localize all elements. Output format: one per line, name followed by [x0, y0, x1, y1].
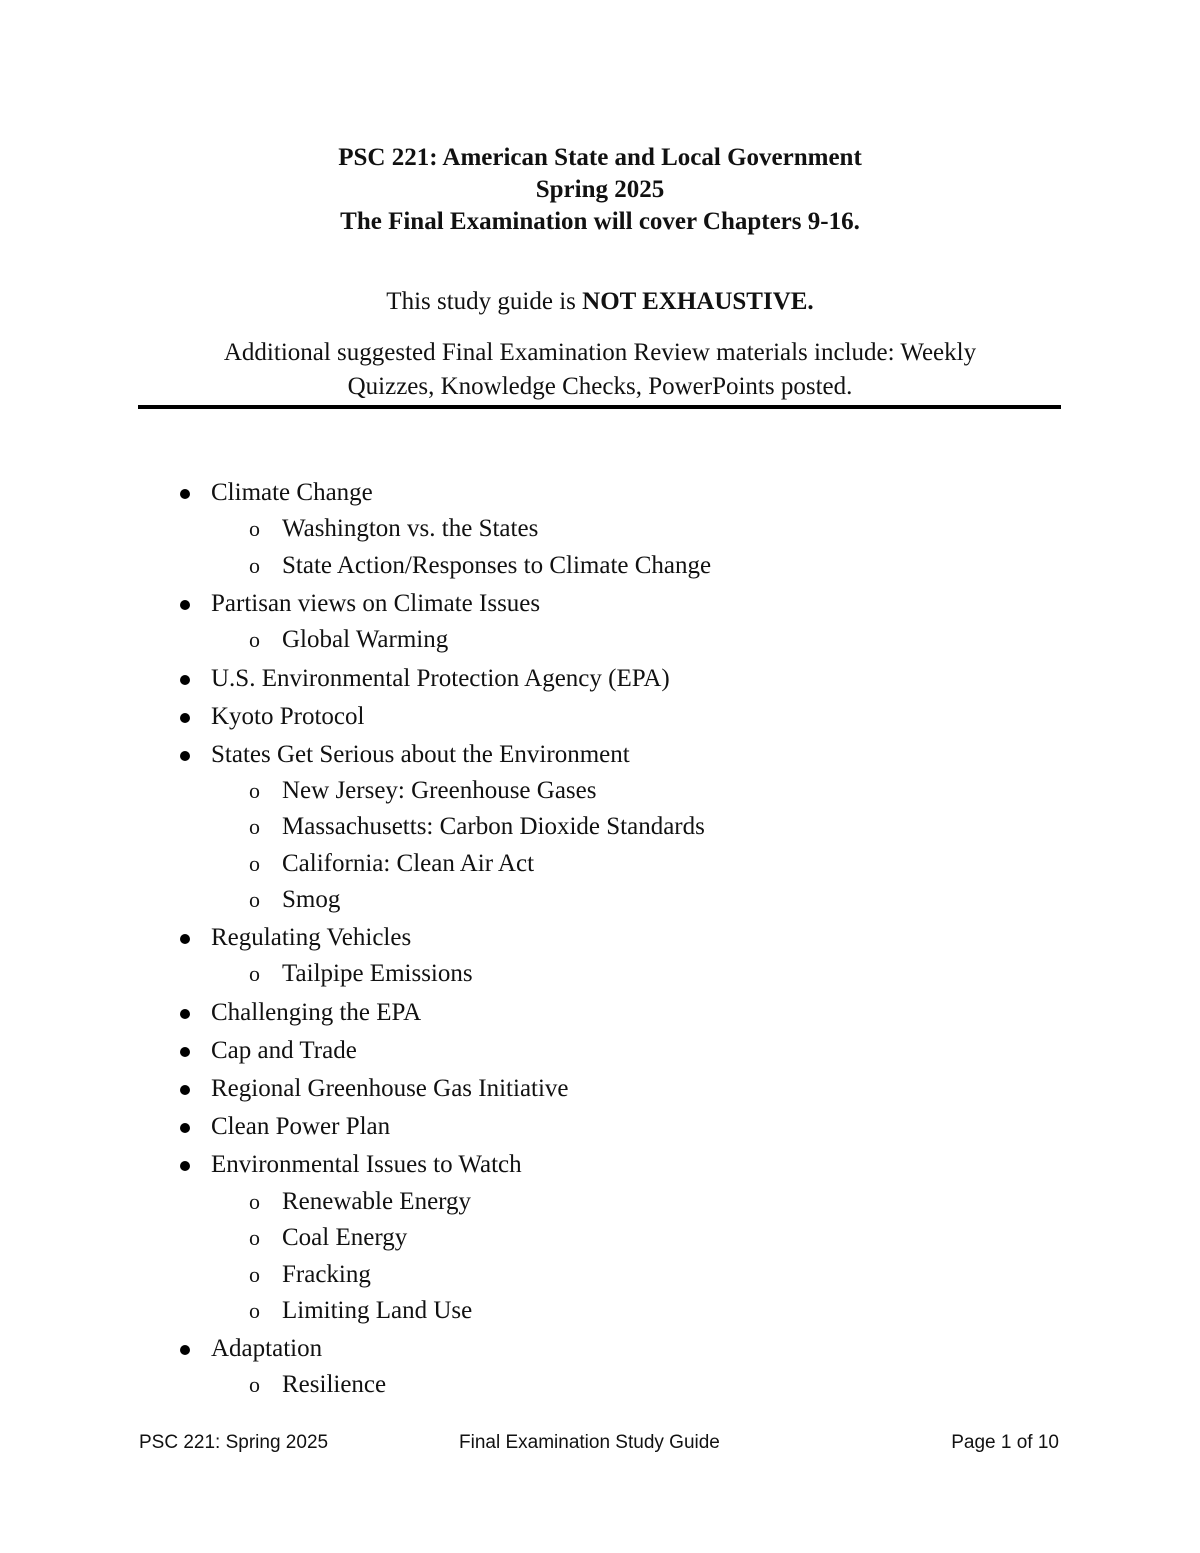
bullet-icon	[180, 489, 190, 499]
outline-subitem	[249, 1186, 472, 1218]
outline-item-text: State Action/Responses to Climate Change	[282, 552, 712, 579]
outline-item	[211, 1149, 522, 1181]
header-divider	[138, 405, 1061, 409]
outline-item	[211, 663, 670, 695]
outline-item	[211, 1111, 390, 1143]
outline-item-text: Limiting Land Use	[282, 1297, 473, 1324]
outline-subitem	[249, 848, 535, 880]
outline-subitem	[249, 550, 712, 582]
outline-item-text: Washington vs. the States	[282, 515, 539, 542]
term-line: Spring 2025	[535, 176, 665, 203]
sub-bullet-marker: o	[249, 516, 260, 541]
outline-item-text: Fracking	[282, 1261, 371, 1288]
outline-item-text: Renewable Energy	[282, 1188, 472, 1215]
outline-subitem	[249, 775, 597, 807]
additional-line-2: Quizzes, Knowledge Checks, PowerPoints posted.	[347, 373, 853, 400]
outline-item	[211, 477, 373, 509]
bullet-icon	[180, 934, 190, 944]
sub-bullet-marker: o	[249, 1189, 260, 1214]
bullet-icon	[180, 751, 190, 761]
additional-line-1: Additional suggested Final Examination Review materials include: Weekly	[223, 339, 977, 366]
outline-subitem	[249, 958, 473, 990]
bullet-icon	[180, 600, 190, 610]
additional-materials	[0, 336, 1200, 404]
outline-item	[211, 739, 630, 771]
outline-item-text: U.S. Environmental Protection Agency (EPA)	[211, 665, 670, 692]
coverage-line: The Final Examination will cover Chapters 9-16.	[340, 208, 860, 235]
bullet-icon	[180, 1009, 190, 1019]
document-header	[0, 142, 1200, 238]
sub-bullet-marker: o	[249, 1262, 260, 1287]
outline-item	[211, 1333, 322, 1365]
outline-item-text: New Jersey: Greenhouse Gases	[282, 777, 597, 804]
sub-bullet-marker: o	[249, 851, 260, 876]
outline-item	[211, 1073, 569, 1105]
bullet-icon	[180, 1047, 190, 1057]
outline-item-text: Smog	[282, 886, 341, 913]
sub-bullet-marker: o	[249, 778, 260, 803]
outline-item-text: Massachusetts: Carbon Dioxide Standards	[282, 813, 705, 840]
disclaimer-emphasis: NOT EXHAUSTIVE.	[582, 288, 814, 315]
bullet-icon	[180, 1085, 190, 1095]
outline-item	[211, 922, 411, 954]
outline-item-text: Environmental Issues to Watch	[211, 1151, 522, 1178]
outline-subitem	[249, 1369, 387, 1401]
sub-bullet-marker: o	[249, 627, 260, 652]
course-title: PSC 221: American State and Local Government	[338, 144, 862, 171]
outline-item-text: Resilience	[282, 1371, 387, 1398]
outline-item-text: Challenging the EPA	[211, 999, 422, 1026]
outline-item-text: Partisan views on Climate Issues	[211, 590, 541, 617]
outline-item-text: Regional Greenhouse Gas Initiative	[211, 1075, 569, 1102]
disclaimer-line	[0, 286, 1200, 318]
sub-bullet-marker: o	[249, 814, 260, 839]
bullet-icon	[180, 1123, 190, 1133]
outline-item-text: States Get Serious about the Environment	[211, 741, 630, 768]
outline-subitem	[249, 513, 539, 545]
sub-bullet-marker: o	[249, 1298, 260, 1323]
outline-item	[211, 588, 540, 620]
outline-subitem	[249, 1222, 408, 1254]
sub-bullet-marker: o	[249, 553, 260, 578]
outline-subitem	[249, 884, 341, 916]
outline-item-text: Coal Energy	[282, 1224, 408, 1251]
outline-item-text: Climate Change	[211, 479, 373, 506]
bullet-icon	[180, 1345, 190, 1355]
bullet-icon	[180, 675, 190, 685]
outline-subitem	[249, 1259, 371, 1291]
outline-item	[211, 1035, 357, 1067]
outline-item-text: Tailpipe Emissions	[282, 960, 473, 987]
outline-item-text: Clean Power Plan	[211, 1113, 391, 1140]
bullet-icon	[180, 1161, 190, 1171]
outline-subitem	[249, 811, 705, 843]
outline-subitem	[249, 1295, 473, 1327]
outline-item	[211, 701, 364, 733]
footer-center: Final Examination Study Guide	[459, 1432, 720, 1453]
sub-bullet-marker: o	[249, 1372, 260, 1397]
outline-item-text: Global Warming	[282, 626, 449, 653]
footer-right: Page 1 of 10	[951, 1432, 1059, 1453]
outline-item-text: Adaptation	[211, 1335, 323, 1362]
sub-bullet-marker: o	[249, 961, 260, 986]
outline-subitem	[249, 624, 449, 656]
sub-bullet-marker: o	[249, 1225, 260, 1250]
outline-item-text: Regulating Vehicles	[211, 924, 412, 951]
outline-item-text: Kyoto Protocol	[211, 703, 365, 730]
disclaimer-prefix: This study guide is	[386, 288, 583, 315]
footer-left: PSC 221: Spring 2025	[139, 1432, 329, 1453]
outline-item	[211, 997, 421, 1029]
sub-bullet-marker: o	[249, 887, 260, 912]
outline-item-text: Cap and Trade	[211, 1037, 357, 1064]
bullet-icon	[180, 713, 190, 723]
outline-item-text: California: Clean Air Act	[282, 850, 535, 877]
